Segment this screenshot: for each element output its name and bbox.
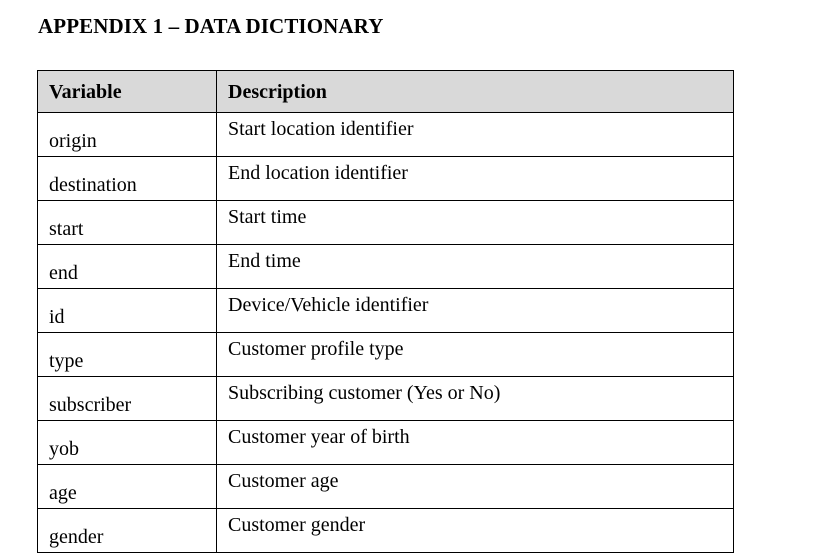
table-row [38, 377, 734, 421]
description-cell: End location identifier [217, 157, 734, 201]
description-cell: Start location identifier [217, 113, 734, 157]
variable-cell: gender [38, 509, 217, 553]
description-cell: Start time [217, 201, 734, 245]
description-cell: Customer profile type [217, 333, 734, 377]
variable-cell: id [38, 289, 217, 333]
description-cell: Customer gender [217, 509, 734, 553]
table-row [38, 421, 734, 465]
variable-cell: age [38, 465, 217, 509]
description-cell: Device/Vehicle identifier [217, 289, 734, 333]
table-row [38, 157, 734, 201]
variable-cell: type [38, 333, 217, 377]
variable-cell: destination [38, 157, 217, 201]
table-row [38, 465, 734, 509]
table-row [38, 289, 734, 333]
description-cell: End time [217, 245, 734, 289]
variable-cell: end [38, 245, 217, 289]
column-header-description: Description [217, 71, 734, 113]
page-title: APPENDIX 1 – DATA DICTIONARY [38, 14, 384, 38]
table-header-row [38, 71, 734, 113]
table-row [38, 113, 734, 157]
table-row [38, 333, 734, 377]
table-row [38, 509, 734, 553]
table-row [38, 201, 734, 245]
variable-cell: start [38, 201, 217, 245]
description-cell: Subscribing customer (Yes or No) [217, 377, 734, 421]
variable-cell: subscriber [38, 377, 217, 421]
data-dictionary-table [37, 70, 734, 553]
table-row [38, 245, 734, 289]
description-cell: Customer year of birth [217, 421, 734, 465]
variable-cell: yob [38, 421, 217, 465]
column-header-variable: Variable [38, 71, 217, 113]
variable-cell: origin [38, 113, 217, 157]
description-cell: Customer age [217, 465, 734, 509]
